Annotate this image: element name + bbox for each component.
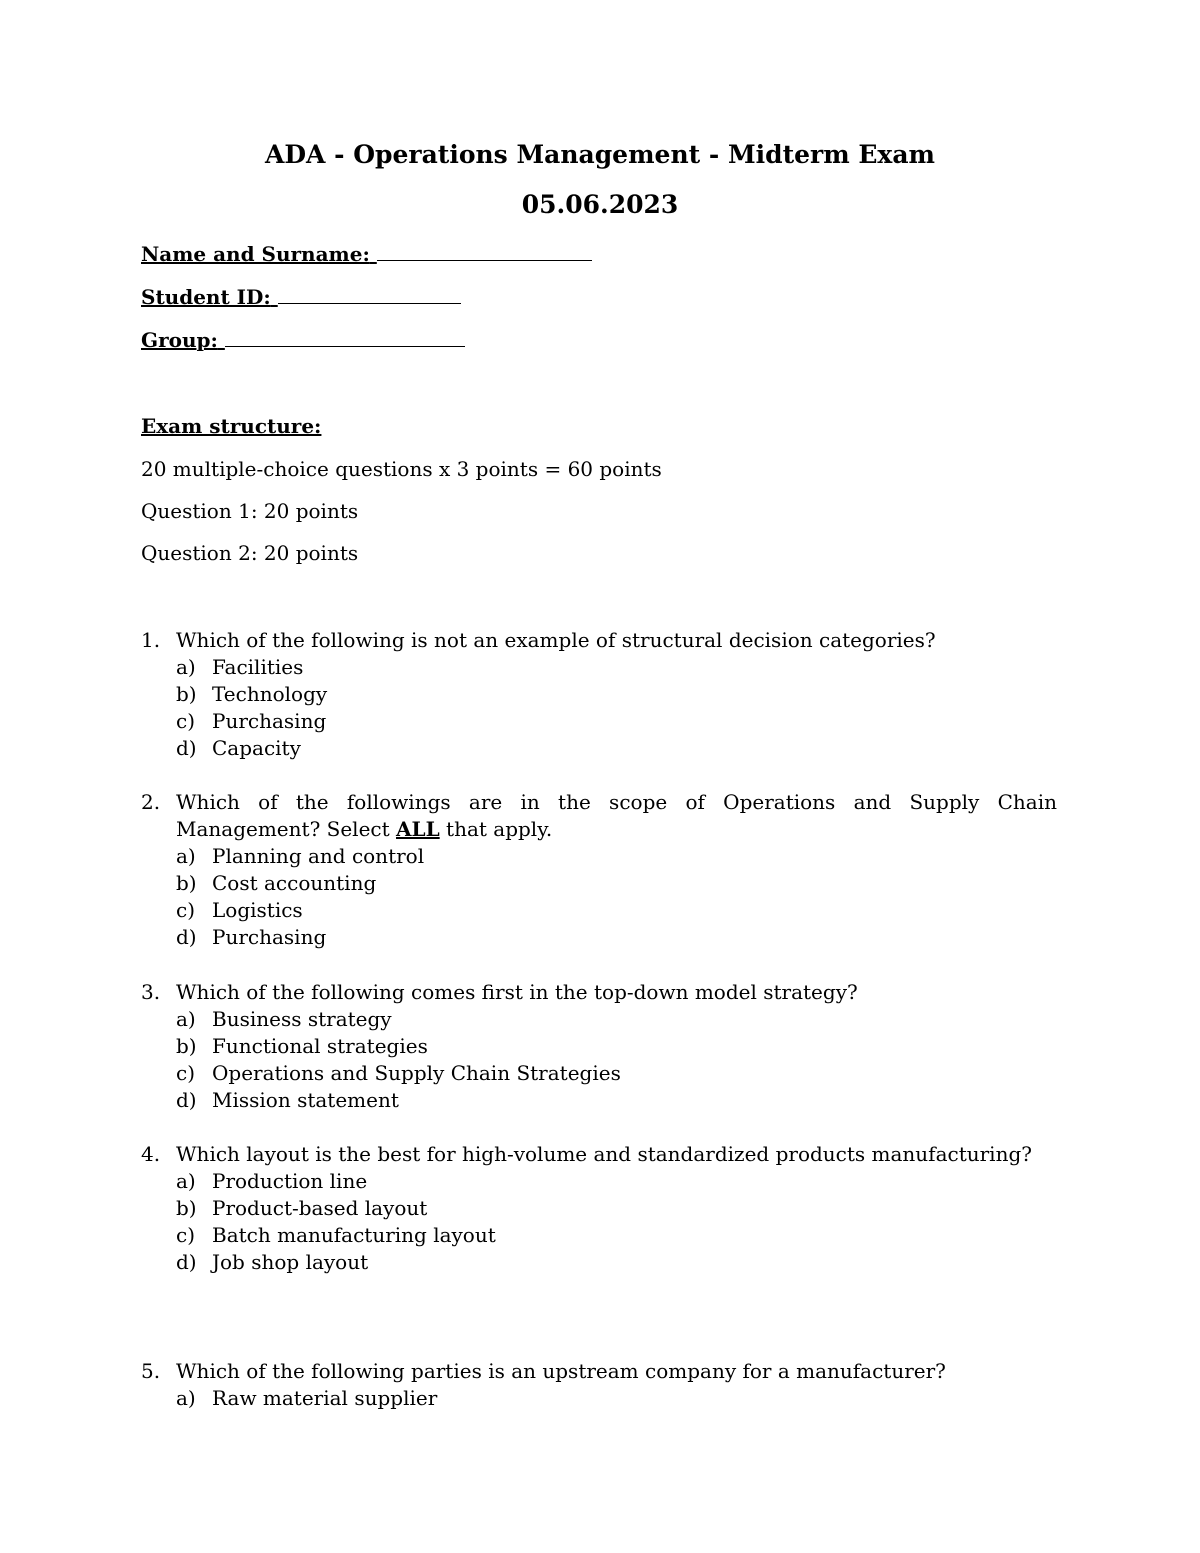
- question-number: 3.: [141, 980, 161, 1004]
- exam-title: ADA - Operations Management - Midterm Exam: [264, 140, 935, 169]
- question-number: 1.: [141, 628, 161, 652]
- answer-option: b) Cost accounting: [176, 871, 377, 895]
- answer-option: b) Technology: [176, 682, 328, 706]
- answer-option: d) Capacity: [176, 736, 301, 760]
- answer-option: c) Operations and Supply Chain Strategies: [176, 1061, 621, 1085]
- student-id-blank: [278, 287, 461, 304]
- question-number: 4.: [141, 1142, 161, 1166]
- answer-option: d) Purchasing: [176, 925, 327, 949]
- answer-option: a) Production line: [176, 1169, 368, 1193]
- answer-option: a) Raw material supplier: [176, 1386, 438, 1410]
- student-id-label: Student ID:: [141, 285, 271, 309]
- question-text: Which of the following is not an example of structural decision categories?: [176, 628, 936, 652]
- group-label: Group:: [141, 328, 218, 352]
- question-text: Which of the following comes first in the top-down model strategy?: [176, 980, 858, 1004]
- question-3: [141, 979, 1057, 1114]
- question-4: [141, 1141, 1057, 1276]
- answer-option: c) Batch manufacturing layout: [176, 1223, 496, 1247]
- question-text: Which of the followings are in the scope of Operations and Supply Chain Management? Select ALL that apply.: [176, 790, 1057, 841]
- question-1: [141, 627, 1057, 762]
- structure-line: Question 2: 20 points: [141, 541, 359, 565]
- answer-option: d) Job shop layout: [176, 1250, 369, 1274]
- question-number: 5.: [141, 1359, 161, 1383]
- answer-option: a) Facilities: [176, 655, 304, 679]
- group-field: [141, 328, 465, 352]
- question-text: Which layout is the best for high-volume and standardized products manufacturing?: [176, 1142, 1032, 1166]
- answer-option: c) Purchasing: [176, 709, 327, 733]
- emphasis-all: ALL: [396, 817, 440, 841]
- name-surname-label: Name and Surname:: [141, 242, 370, 266]
- exam-date: 05.06.2023: [521, 190, 679, 219]
- name-surname-field: [141, 242, 592, 266]
- group-blank: [225, 330, 465, 347]
- student-id-field: [141, 285, 461, 309]
- question-2: [141, 789, 1057, 951]
- question-5: [141, 1358, 1057, 1412]
- question-number: 2.: [141, 790, 161, 814]
- answer-option: c) Logistics: [176, 898, 303, 922]
- answer-option: a) Business strategy: [176, 1007, 392, 1031]
- answer-option: a) Planning and control: [176, 844, 425, 868]
- question-text: Which of the following parties is an upstream company for a manufacturer?: [176, 1359, 946, 1383]
- structure-line: Question 1: 20 points: [141, 499, 359, 523]
- answer-option: b) Functional strategies: [176, 1034, 428, 1058]
- exam-structure-heading: Exam structure:: [141, 414, 322, 438]
- structure-line: 20 multiple-choice questions x 3 points = 60 points: [141, 457, 662, 481]
- name-surname-blank: [377, 244, 592, 261]
- answer-option: d) Mission statement: [176, 1088, 399, 1112]
- answer-option: b) Product-based layout: [176, 1196, 428, 1220]
